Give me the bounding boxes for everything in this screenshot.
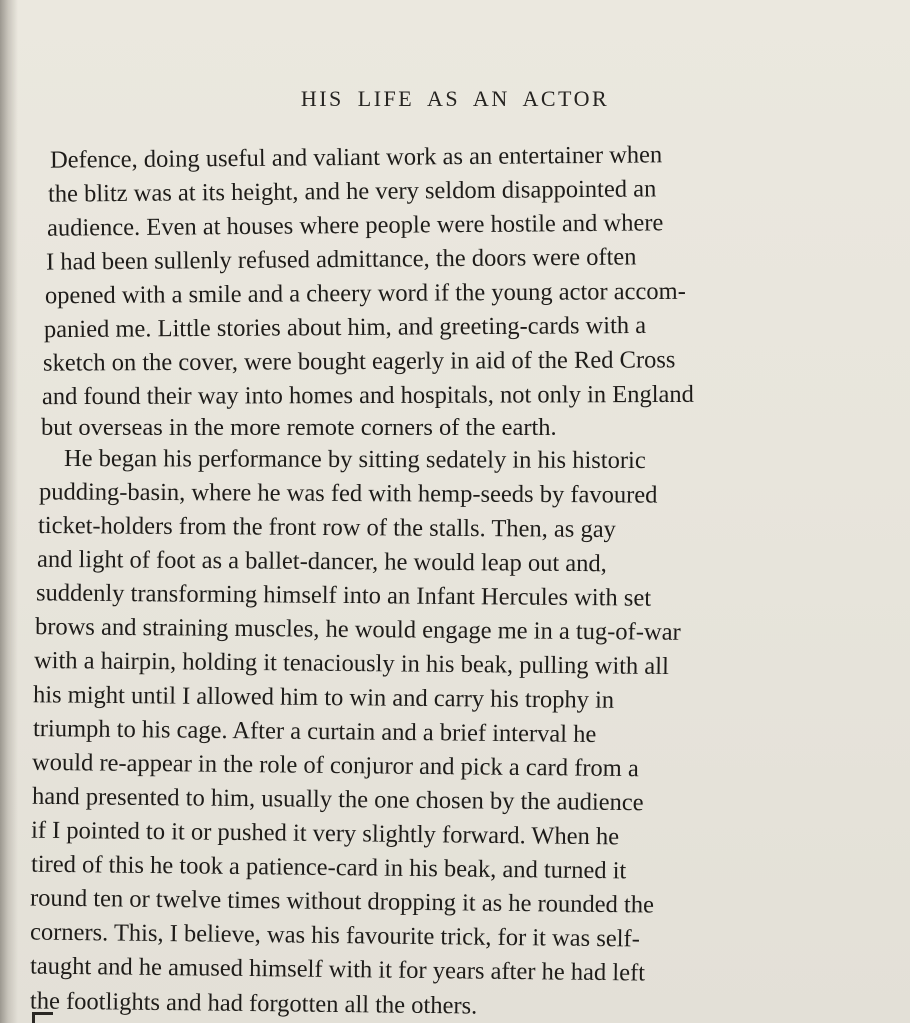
text-line: brows and straining muscles, he would engage me in a tug-of-war <box>34 613 681 646</box>
text-line: panied me. Little stories about him, and greeting-cards with a <box>43 311 647 344</box>
text-line: if I pointed to it or pushed it very slightly forward. When he <box>30 816 620 851</box>
text-line: Defence, doing useful and valiant work as an entertainer when <box>49 141 663 174</box>
text-line: but overseas in the more remote corners of the earth. <box>41 414 557 441</box>
text-line: tired of this he took a patience-card in his beak, and turned it <box>30 850 627 885</box>
text-line: pudding-basin, where he was fed with hemp-seeds by favoured <box>38 478 658 509</box>
paragraph-start-line: He began his performance by sitting sedately in his historic <box>63 444 646 475</box>
text-line: round ten or twelve times without dropping it as he rounded the <box>29 884 655 919</box>
text-line: audience. Even at houses where people were hostile and where <box>46 209 664 242</box>
text-line: I had been sullenly refused admittance, the doors were often <box>45 243 637 276</box>
text-line: would re-appear in the role of conjuror and pick a card from a <box>31 748 639 783</box>
text-line: with a hairpin, holding it tenaciously in his beak, pulling with all <box>33 646 669 681</box>
text-line: opened with a smile and a cheery word if the young actor accom- <box>44 277 686 310</box>
text-line: the blitz was at its height, and he very seldom disappointed an <box>47 175 657 208</box>
text-line: and found their way into homes and hospitals, not only in England <box>41 380 694 411</box>
text-line: the footlights and had forgotten all the others. <box>29 987 478 1020</box>
text-line: hand presented to him, usually the one chosen by the audience <box>31 782 644 817</box>
text-line: sketch on the cover, were bought eagerly in aid of the Red Cross <box>42 346 676 377</box>
running-head: HIS LIFE AS AN ACTOR <box>300 86 610 111</box>
cropped-next-line-fragment <box>32 1012 68 1023</box>
text-line: corners. This, I believe, was his favourite trick, for it was self- <box>29 918 640 953</box>
text-line: his might until I allowed him to win and carry his trophy in <box>32 681 615 714</box>
text-line: suddenly transforming himself into an Infant Hercules with set <box>35 579 652 612</box>
text-line: triumph to his cage. After a curtain and a brief interval he <box>32 715 597 748</box>
text-line: taught and he amused himself with it for years after he had left <box>29 952 646 987</box>
text-line: ticket-holders from the front row of the stalls. Then, as gay <box>37 511 616 544</box>
page-gutter-shadow <box>0 0 18 1023</box>
text-line: and light of foot as a ballet-dancer, he would leap out and, <box>36 545 607 578</box>
